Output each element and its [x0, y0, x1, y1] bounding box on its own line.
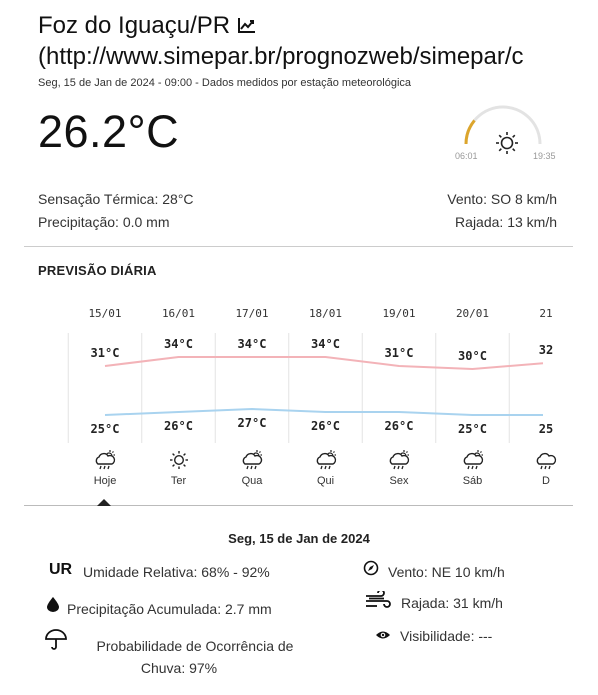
- rain-sun-icon: [216, 449, 288, 476]
- day-date: 19/01: [382, 307, 416, 320]
- min-temp-label: 25°C: [90, 422, 120, 436]
- min-temp-label: 26°C: [164, 419, 193, 433]
- feels-like: Sensação Térmica: 28°C: [38, 191, 194, 207]
- rain-probability-line2: Chuva: 97%: [140, 660, 218, 676]
- min-temp-label: 26°C: [384, 419, 414, 433]
- trend-chart-icon[interactable]: [237, 16, 257, 34]
- min-temp-label: 27°C: [237, 416, 267, 430]
- sun-icon: [496, 132, 518, 154]
- current-temperature: 26.2°C: [38, 106, 180, 157]
- day-date: 15/01: [88, 307, 122, 320]
- min-temp-line: [105, 409, 543, 415]
- detail-date: Seg, 15 de Jan de 2024: [228, 531, 370, 546]
- rain-sun-icon: [69, 449, 141, 476]
- day-name: Qua: [241, 475, 263, 487]
- current-precipitation: Precipitação: 0.0 mm: [38, 214, 170, 230]
- compass-icon: [363, 560, 379, 576]
- sun-arc-progress: [466, 120, 474, 144]
- rain-sun-icon: [437, 449, 509, 476]
- max-temp-label: 34°C: [237, 337, 267, 351]
- day-date: 21: [539, 307, 553, 320]
- current-gust: Rajada: 13 km/h: [455, 214, 557, 230]
- max-temp-label: 32: [538, 343, 554, 357]
- day-date: 20/01: [455, 307, 490, 320]
- precip-accumulated: Precipitação Acumulada: 2.7 mm: [67, 601, 272, 617]
- sun-arc-widget: [453, 104, 556, 164]
- day-name: Ter: [170, 475, 187, 487]
- humidity-icon: UR: [49, 561, 73, 578]
- temperature-chart: [0, 330, 598, 445]
- section-title: PREVISÃO DIÁRIA: [38, 263, 157, 278]
- rain-sun-icon: [290, 449, 362, 476]
- max-temp-label: 31°C: [384, 346, 414, 360]
- detail-visibility: Visibilidade: ---: [400, 628, 493, 644]
- sun-icon: [143, 449, 215, 476]
- detail-gust: Rajada: 31 km/h: [401, 595, 503, 611]
- city-name: Foz do Iguaçu/PR: [38, 12, 231, 39]
- page-title: [38, 10, 598, 72]
- rain-probability-line1: Probabilidade de Ocorrência de: [96, 638, 294, 654]
- min-temp-label: 25°C: [458, 422, 487, 436]
- day-name: Qui: [316, 475, 335, 487]
- day-date: 17/01: [235, 307, 269, 320]
- min-temp-label: 26°C: [311, 419, 340, 433]
- day-name: D: [542, 475, 550, 487]
- max-temp-line: [105, 357, 543, 369]
- humidity-value: Umidade Relativa: 68% - 92%: [83, 564, 270, 580]
- detail-wind: Vento: NE 10 km/h: [388, 564, 505, 580]
- selected-day-indicator: [97, 499, 111, 506]
- max-temp-label: 34°C: [311, 337, 340, 351]
- min-temp-label: 25: [538, 422, 554, 436]
- day-date: 18/01: [308, 307, 343, 320]
- rain-sun-icon: [363, 449, 435, 476]
- sunset-time: 19:35: [533, 151, 556, 161]
- measurement-subtitle: Seg, 15 de Jan de 2024 - 09:00 - Dados medidos por estação meteorológica: [38, 77, 412, 89]
- drop-icon: [47, 597, 59, 612]
- day-date: 16/01: [161, 307, 196, 320]
- day-name: Sáb: [462, 475, 483, 487]
- rain-icon: [510, 449, 573, 476]
- max-temp-label: 31°C: [90, 346, 120, 360]
- eye-icon: [375, 630, 391, 640]
- rain-probability: [40, 635, 318, 679]
- max-temp-label: 30°C: [458, 349, 487, 363]
- source-url[interactable]: (http://www.simepar.br/prognozweb/simepar/c: [38, 43, 524, 70]
- gust-icon: [365, 591, 393, 611]
- day-name: Hoje: [93, 475, 117, 487]
- current-wind: Vento: SO 8 km/h: [447, 191, 557, 207]
- divider: [24, 246, 573, 247]
- day-name: Sex: [389, 475, 409, 487]
- sunrise-time: 06:01: [455, 151, 478, 161]
- max-temp-label: 34°C: [164, 337, 193, 351]
